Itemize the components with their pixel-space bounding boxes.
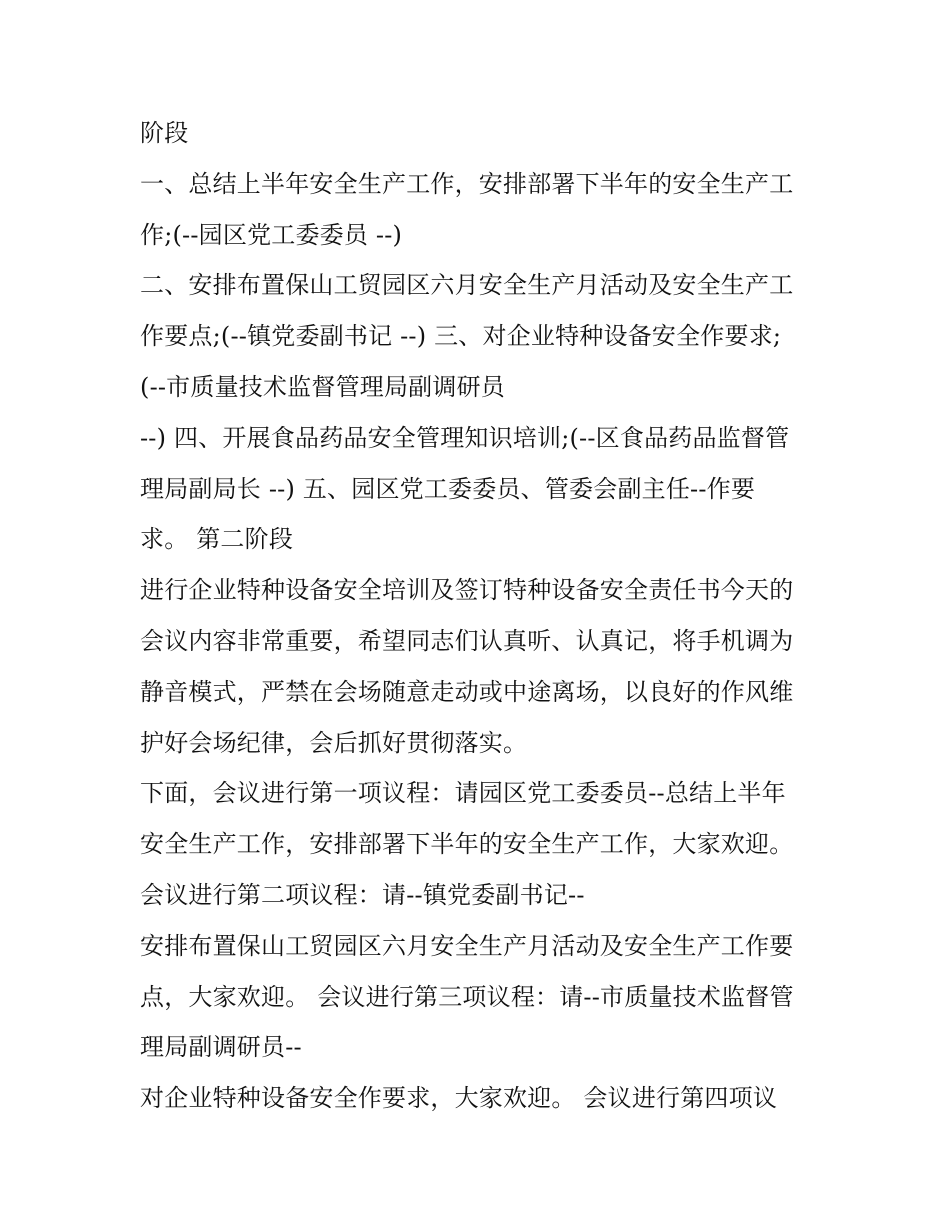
- text-line: 进行企业特种设备安全培训及签订特种设备安全责任书今天的: [140, 576, 794, 605]
- text-line: 静音模式，严禁在会场随意走动或中途离场，以良好的作风维: [140, 677, 794, 706]
- text-line: 会议进行第二项议程：请--镇党委副书记--: [140, 880, 585, 909]
- text-line: 安全生产工作，安排部署下半年的安全生产工作，大家欢迎。: [140, 830, 794, 859]
- text-line: 求。 第二阶段: [140, 525, 294, 554]
- text-line: (--市质量技术监督管理局副调研员: [140, 372, 505, 401]
- text-line: 点，大家欢迎。 会议进行第三项议程：请--市质量技术监督管: [140, 982, 794, 1011]
- text-line: 下面，会议进行第一项议程：请园区党工委委员--总结上半年: [140, 779, 786, 808]
- text-line: 作;(--园区党工委委员 --): [140, 220, 403, 249]
- text-line: 二、安排布置保山工贸园区六月安全生产月活动及安全生产工: [140, 271, 794, 300]
- text-line: 对企业特种设备安全作要求，大家欢迎。 会议进行第四项议: [140, 1084, 778, 1113]
- document-body: [140, 108, 820, 1124]
- text-line: 一、总结上半年安全生产工作，安排部署下半年的安全生产工: [140, 169, 794, 198]
- text-line: --) 四、开展食品药品安全管理知识培训;(--区食品药品监督管: [140, 423, 790, 452]
- text-line: 护好会场纪律，会后抓好贯彻落实。: [140, 728, 528, 757]
- text-line: 理局副局长 --) 五、园区党工委委员、管委会副主任--作要: [140, 474, 756, 503]
- text-line: 阶段: [140, 119, 189, 147]
- text-line: 作要点;(--镇党委副书记 --) 三、对企业特种设备安全作要求;: [140, 322, 782, 351]
- text-line: 安排布置保山工贸园区六月安全生产月活动及安全生产工作要: [140, 931, 794, 960]
- text-line: 理局副调研员--: [140, 1033, 302, 1062]
- text-line: 会议内容非常重要，希望同志们认真听、认真记，将手机调为: [140, 626, 794, 655]
